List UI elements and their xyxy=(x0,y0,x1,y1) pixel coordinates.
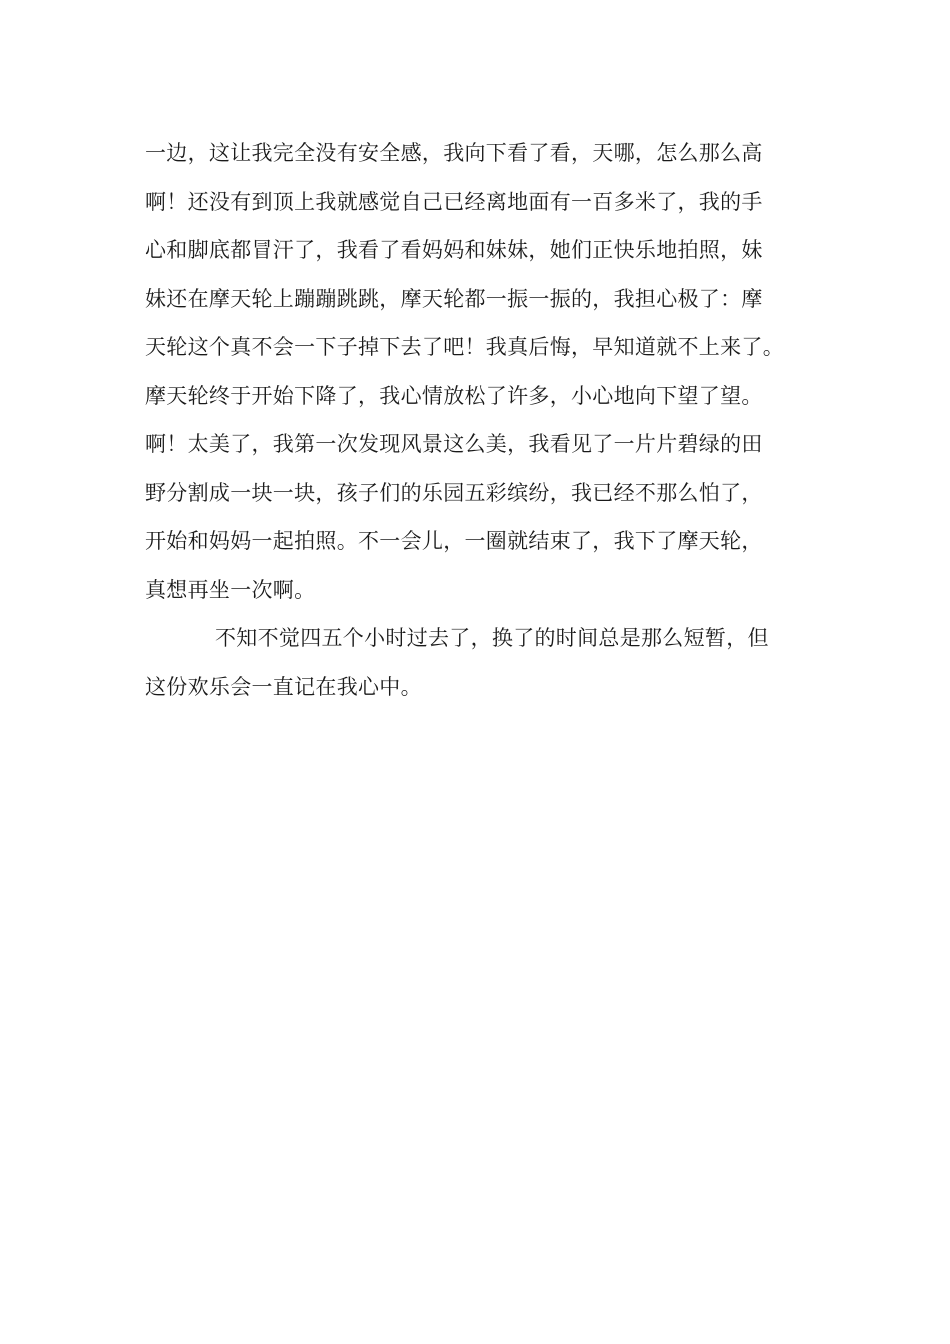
paragraph-1 xyxy=(145,133,825,618)
text-line: 天轮这个真不会一下子掉下去了吧！我真后悔，早知道就不上来了。 xyxy=(145,335,784,359)
text-line: 心和脚底都冒汗了，我看了看妈妈和妹妹，她们正快乐地拍照，妹 xyxy=(145,238,763,262)
text-line: 这份欢乐会一直记在我心中。 xyxy=(145,674,422,699)
text-line: 野分割成一块一块，孩子们的乐园五彩缤纷，我已经不那么怕了， xyxy=(145,480,763,505)
text-line: 不知不觉四五个小时过去了，换了的时间总是那么短暂，但 xyxy=(215,626,769,650)
text-line: 啊！还没有到顶上我就感觉自己已经离地面有一百多米了，我的手 xyxy=(145,189,763,214)
text-line: 啊！太美了，我第一次发现风景这么美，我看见了一片片碧绿的田 xyxy=(145,432,763,456)
text-line: 一边，这让我完全没有安全感，我向下看了看，天哪，怎么那么高 xyxy=(145,141,763,165)
paragraph-2 xyxy=(145,618,825,715)
text-line: 真想再坐一次啊。 xyxy=(145,577,316,602)
text-line: 开始和妈妈一起拍照。不一会儿，一圈就结束了，我下了摩天轮， xyxy=(145,529,763,553)
text-line: 妹还在摩天轮上蹦蹦跳跳，摩天轮都一振一振的，我担心极了：摩 xyxy=(145,286,763,311)
text-line: 摩天轮终于开始下降了，我心情放松了许多，小心地向下望了望。 xyxy=(145,383,763,408)
document-body xyxy=(145,133,825,715)
